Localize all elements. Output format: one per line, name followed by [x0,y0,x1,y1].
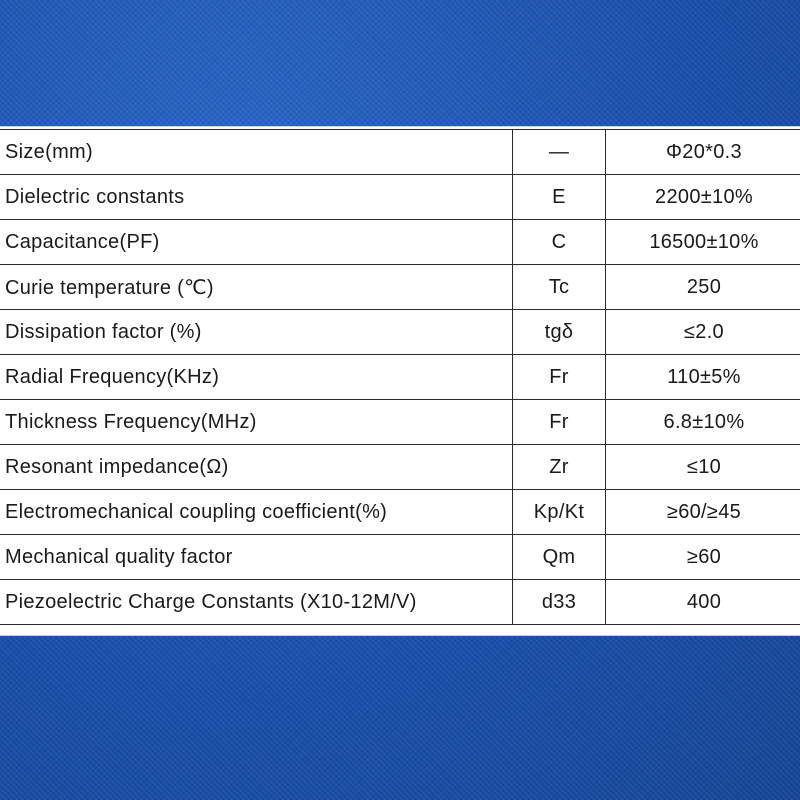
parameter-cell: Dielectric constants [0,175,513,220]
table-row [0,490,800,535]
table-row [0,130,800,175]
parameter-cell: Radial Frequency(KHz) [0,355,513,400]
table-row [0,175,800,220]
table-row [0,265,800,310]
parameter-cell: Size(mm) [0,130,513,175]
symbol-cell: Zr [513,445,606,490]
table-row [0,355,800,400]
value-cell: Φ20*0.3 [606,130,800,175]
value-cell: ≤10 [606,445,800,490]
value-cell: ≥60 [606,535,800,580]
value-cell: 250 [606,265,800,310]
table-row [0,220,800,265]
symbol-cell: E [513,175,606,220]
parameter-cell: Capacitance(PF) [0,220,513,265]
symbol-cell: Fr [513,400,606,445]
symbol-cell: Tc [513,265,606,310]
value-cell: 2200±10% [606,175,800,220]
parameter-cell: Piezoelectric Charge Constants (X10-12M/V) [0,580,513,625]
table-row [0,580,800,625]
parameter-cell: Dissipation factor (%) [0,310,513,355]
parameter-cell: Resonant impedance(Ω) [0,445,513,490]
parameter-cell: Mechanical quality factor [0,535,513,580]
symbol-cell: Kp/Kt [513,490,606,535]
symbol-cell: Qm [513,535,606,580]
value-cell: ≤2.0 [606,310,800,355]
spec-sheet [0,126,800,636]
table-row [0,535,800,580]
parameter-cell: Curie temperature (℃) [0,265,513,310]
symbol-cell: — [513,130,606,175]
symbol-cell: tgδ [513,310,606,355]
table-row [0,445,800,490]
value-cell: ≥60/≥45 [606,490,800,535]
value-cell: 400 [606,580,800,625]
parameter-cell: Thickness Frequency(MHz) [0,400,513,445]
table-row [0,310,800,355]
specification-table [0,129,800,625]
symbol-cell: C [513,220,606,265]
symbol-cell: d33 [513,580,606,625]
table-row [0,400,800,445]
symbol-cell: Fr [513,355,606,400]
parameter-cell: Electromechanical coupling coefficient(%) [0,490,513,535]
value-cell: 16500±10% [606,220,800,265]
value-cell: 110±5% [606,355,800,400]
value-cell: 6.8±10% [606,400,800,445]
